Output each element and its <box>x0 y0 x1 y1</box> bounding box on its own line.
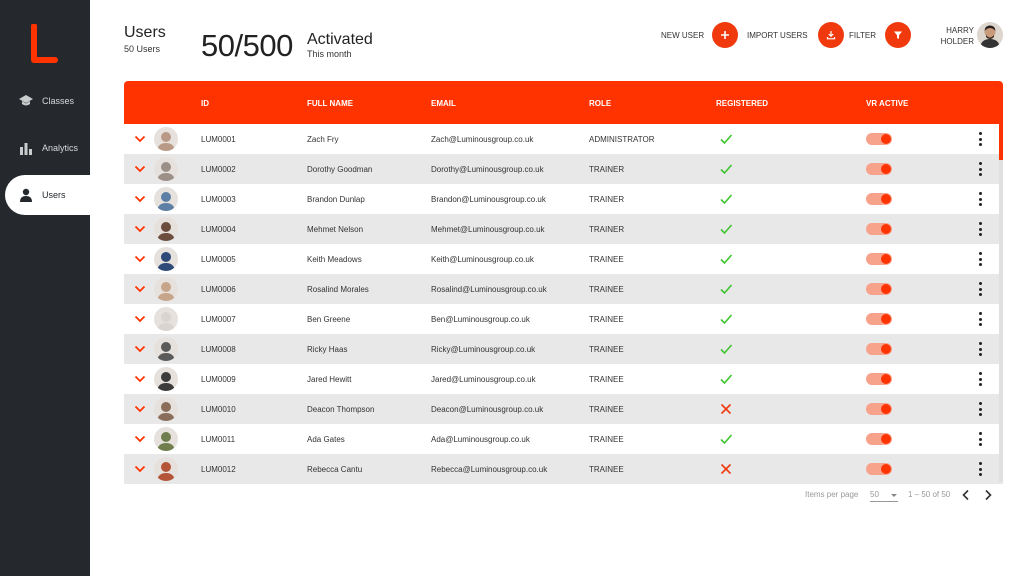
user-role: TRAINEE <box>589 465 624 474</box>
user-full-name: Zach Fry <box>307 135 339 144</box>
more-options-icon[interactable] <box>977 252 983 266</box>
more-options-icon[interactable] <box>977 402 983 416</box>
chevron-left-icon <box>961 489 971 501</box>
toggle-knob <box>881 464 891 474</box>
user-email: Rosalind@Luminousgroup.co.uk <box>431 285 547 294</box>
graduation-cap-icon <box>18 93 34 109</box>
table-row[interactable] <box>124 454 1003 484</box>
toggle-knob <box>881 374 891 384</box>
user-full-name: Dorothy Goodman <box>307 165 373 174</box>
table-row[interactable] <box>124 214 1003 244</box>
user-email: Rebecca@Luminousgroup.co.uk <box>431 465 548 474</box>
user-role: TRAINEE <box>589 375 624 384</box>
previous-page-button[interactable] <box>959 488 973 502</box>
user-email: Deacon@Luminousgroup.co.uk <box>431 405 544 414</box>
table-row[interactable] <box>124 304 1003 334</box>
user-role: TRAINER <box>589 195 625 204</box>
avatar <box>154 457 178 481</box>
vr-active-toggle[interactable] <box>866 223 892 235</box>
user-id: LUM0008 <box>201 345 236 354</box>
toggle-knob <box>881 314 891 324</box>
user-role: TRAINEE <box>589 435 624 444</box>
table-row[interactable] <box>124 364 1003 394</box>
user-id: LUM0011 <box>201 435 236 444</box>
vr-active-toggle[interactable] <box>866 433 892 445</box>
avatar <box>154 277 178 301</box>
user-full-name: Jared Hewitt <box>307 375 352 384</box>
caret-down-icon <box>891 494 897 497</box>
check-icon <box>719 312 733 326</box>
table-row[interactable] <box>124 394 1003 424</box>
toggle-knob <box>881 404 891 414</box>
avatar <box>154 127 178 151</box>
new-user-label: NEW USER <box>661 30 705 40</box>
user-count-label: 50 Users <box>124 44 161 54</box>
check-icon <box>719 132 733 146</box>
more-options-icon[interactable] <box>977 132 983 146</box>
sidebar-item-classes[interactable] <box>0 81 90 121</box>
check-icon <box>719 162 733 176</box>
vr-active-toggle[interactable] <box>866 313 892 325</box>
user-email: Jared@Luminousgroup.co.uk <box>431 375 536 384</box>
check-icon <box>719 192 733 206</box>
check-icon <box>719 282 733 296</box>
table-row[interactable] <box>124 334 1003 364</box>
chevron-down-icon[interactable] <box>134 463 146 475</box>
user-email: Ricky@Luminousgroup.co.uk <box>431 345 536 354</box>
user-full-name: Ricky Haas <box>307 345 348 354</box>
user-id: LUM0007 <box>201 315 236 324</box>
sidebar <box>0 0 90 576</box>
table-body <box>124 124 1003 484</box>
user-email: Dorothy@Luminousgroup.co.uk <box>431 165 544 174</box>
avatar <box>154 397 178 421</box>
more-options-icon[interactable] <box>977 222 983 236</box>
more-options-icon[interactable] <box>977 462 983 476</box>
cross-icon <box>719 462 733 476</box>
sidebar-item-analytics[interactable] <box>0 128 90 168</box>
user-full-name: Ben Greene <box>307 315 351 324</box>
table-row[interactable] <box>124 184 1003 214</box>
user-id: LUM0003 <box>201 195 236 204</box>
avatar <box>154 337 178 361</box>
user-id: LUM0006 <box>201 285 236 294</box>
items-per-page-label: Items per page <box>805 490 859 499</box>
check-icon <box>719 432 733 446</box>
user-role: TRAINER <box>589 165 625 174</box>
more-options-icon[interactable] <box>977 432 983 446</box>
user-full-name: Deacon Thompson <box>307 405 375 414</box>
user-icon <box>18 187 34 203</box>
user-email: Mehmet@Luminousgroup.co.uk <box>431 225 545 234</box>
filter-action[interactable] <box>849 22 911 48</box>
toggle-knob <box>881 434 891 444</box>
vr-active-toggle[interactable] <box>866 373 892 385</box>
more-options-icon[interactable] <box>977 312 983 326</box>
sidebar-item-label: Users <box>42 190 66 200</box>
user-id: LUM0001 <box>201 135 236 144</box>
user-role: TRAINER <box>589 225 625 234</box>
toggle-knob <box>881 254 891 264</box>
download-icon <box>826 30 836 40</box>
toggle-knob <box>881 224 891 234</box>
chevron-down-icon[interactable] <box>134 313 146 325</box>
chevron-down-icon[interactable] <box>134 163 146 175</box>
user-email: Zach@Luminousgroup.co.uk <box>431 135 534 144</box>
user-role: TRAINEE <box>589 315 624 324</box>
chevron-right-icon <box>983 489 993 501</box>
user-id: LUM0005 <box>201 255 236 264</box>
plus-icon <box>720 30 730 40</box>
table-row[interactable] <box>124 274 1003 304</box>
page-range: 1 – 50 of 50 <box>908 490 951 499</box>
user-full-name: Mehmet Nelson <box>307 225 364 234</box>
page-title-block <box>124 24 166 54</box>
vr-active-toggle[interactable] <box>866 343 892 355</box>
filter-label: FILTER <box>849 30 876 40</box>
sidebar-item-label: Classes <box>42 96 75 106</box>
bar-chart-icon <box>18 140 34 156</box>
import-users-label: IMPORT USERS <box>747 30 808 40</box>
avatar <box>154 187 178 211</box>
table-scrollbar[interactable] <box>999 124 1003 482</box>
more-options-icon[interactable] <box>977 192 983 206</box>
chevron-down-icon[interactable] <box>134 283 146 295</box>
chevron-down-icon[interactable] <box>134 193 146 205</box>
user-role: TRAINEE <box>589 405 624 414</box>
vr-active-toggle[interactable] <box>866 403 892 415</box>
scrollbar-thumb[interactable] <box>999 124 1003 160</box>
next-page-button[interactable] <box>981 488 995 502</box>
user-role: TRAINEE <box>589 255 624 264</box>
column-header-email[interactable]: EMAIL <box>431 99 456 108</box>
import-users-button[interactable] <box>818 22 844 48</box>
filter-icon <box>893 30 903 40</box>
vr-active-toggle[interactable] <box>866 163 892 175</box>
current-user-name[interactable]: HARRY HOLDER <box>940 26 974 46</box>
chevron-down-icon[interactable] <box>134 403 146 415</box>
cross-icon <box>719 402 733 416</box>
column-header-role[interactable]: ROLE <box>589 99 612 108</box>
vr-active-toggle[interactable] <box>866 463 892 475</box>
user-role: TRAINEE <box>589 345 624 354</box>
user-full-name: Ada Gates <box>307 435 345 444</box>
check-icon <box>719 222 733 236</box>
toggle-knob <box>881 344 891 354</box>
user-id: LUM0002 <box>201 165 236 174</box>
logo-icon <box>30 24 58 64</box>
table-row[interactable] <box>124 124 1003 154</box>
filter-button[interactable] <box>885 22 911 48</box>
avatar <box>154 367 178 391</box>
activated-period: This month <box>307 49 352 59</box>
chevron-down-icon[interactable] <box>134 133 146 145</box>
toggle-knob <box>881 284 891 294</box>
column-header-vr-active[interactable]: VR ACTIVE <box>866 99 909 108</box>
user-id: LUM0004 <box>201 225 236 234</box>
items-per-page-select[interactable]: 50 <box>870 490 898 502</box>
avatar <box>154 217 178 241</box>
user-full-name: Brandon Dunlap <box>307 195 365 204</box>
column-header-id[interactable]: ID <box>201 99 209 108</box>
table-row[interactable] <box>124 244 1003 274</box>
page-title: Users <box>124 24 166 41</box>
chevron-down-icon[interactable] <box>134 253 146 265</box>
user-id: LUM0009 <box>201 375 236 384</box>
chevron-down-icon[interactable] <box>134 343 146 355</box>
more-options-icon[interactable] <box>977 162 983 176</box>
table-header <box>124 81 1003 124</box>
more-options-icon[interactable] <box>977 372 983 386</box>
import-users-action[interactable] <box>747 22 844 48</box>
check-icon <box>719 342 733 356</box>
toggle-knob <box>881 164 891 174</box>
check-icon <box>719 372 733 386</box>
chevron-down-icon[interactable] <box>134 433 146 445</box>
current-user-avatar[interactable] <box>977 22 1003 48</box>
column-header-full-name[interactable]: FULL NAME <box>307 99 354 108</box>
activation-count: 50/500 <box>201 28 293 63</box>
user-email: Ben@Luminousgroup.co.uk <box>431 315 530 324</box>
users-table <box>124 81 1003 484</box>
user-id: LUM0010 <box>201 405 236 414</box>
toggle-knob <box>881 194 891 204</box>
column-header-registered[interactable]: REGISTERED <box>716 99 769 108</box>
chevron-down-icon[interactable] <box>134 223 146 235</box>
table-row[interactable] <box>124 154 1003 184</box>
user-full-name: Rebecca Cantu <box>307 465 363 474</box>
user-role: ADMINISTRATOR <box>589 135 655 144</box>
activated-label: Activated <box>307 31 373 48</box>
user-id: LUM0012 <box>201 465 236 474</box>
avatar <box>154 307 178 331</box>
avatar <box>154 427 178 451</box>
vr-active-toggle[interactable] <box>866 133 892 145</box>
table-row[interactable] <box>124 424 1003 454</box>
check-icon <box>719 252 733 266</box>
vr-active-toggle[interactable] <box>866 253 892 265</box>
vr-active-toggle[interactable] <box>866 283 892 295</box>
sidebar-item-users[interactable] <box>5 175 90 215</box>
new-user-button[interactable] <box>712 22 738 48</box>
vr-active-toggle[interactable] <box>866 193 892 205</box>
user-email: Keith@Luminousgroup.co.uk <box>431 255 534 264</box>
user-role: TRAINEE <box>589 285 624 294</box>
new-user-action[interactable] <box>661 22 738 48</box>
user-email: Brandon@Luminousgroup.co.uk <box>431 195 546 204</box>
avatar <box>154 157 178 181</box>
chevron-down-icon[interactable] <box>134 373 146 385</box>
user-full-name: Keith Meadows <box>307 255 362 264</box>
user-full-name: Rosalind Morales <box>307 285 369 294</box>
toggle-knob <box>881 134 891 144</box>
sidebar-item-label: Analytics <box>42 143 79 153</box>
more-options-icon[interactable] <box>977 342 983 356</box>
more-options-icon[interactable] <box>977 282 983 296</box>
avatar <box>154 247 178 271</box>
activation-label-block <box>307 31 373 59</box>
user-email: Ada@Luminousgroup.co.uk <box>431 435 530 444</box>
